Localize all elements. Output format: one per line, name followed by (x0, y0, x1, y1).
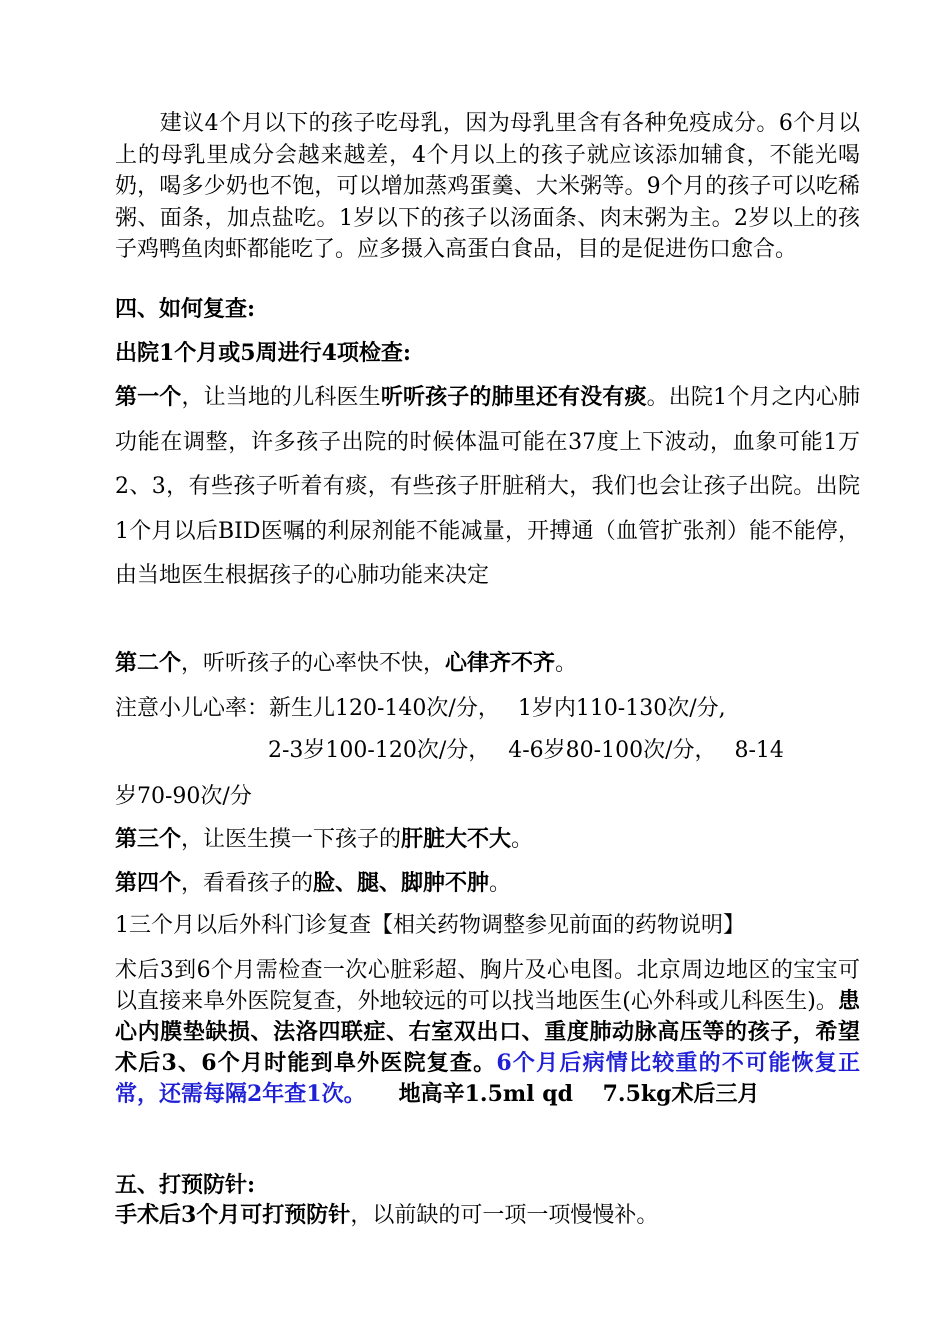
check-2-paragraph: 第二个，听听孩子的心率快不快，心律齐不齐。 (115, 650, 578, 676)
check-3-paragraph: 第三个，让医生摸一下孩子的肝脏大不大。 (115, 826, 534, 852)
check-1-paragraph: 第一个，让当地的儿科医生听听孩子的肺里还有没有痰。出院1个月之内心肺功能在调整，许多孩子出院的时候体温可能在37度上下波动，血象可能1万2、3，有些孩子听着有痰，有些孩子肝脏稍大，我们也会让孩子出院。出院1个月以后BID医嘱的利尿剂能不能减量，开搏通（血管扩张剂）能不能停，由当地医生根据孩子的心肺功能来决定 (115, 384, 860, 588)
diet-paragraph: 建议4个月以下的孩子吃母乳，因为母乳里含有各种免疫成分。6个月以上的母乳里成分会越来越差，4个月以上的孩子就应该添加辅食，不能光喝奶，喝多少奶也不饱，可以增加蒸鸡蛋羹、大米粥等。9个月的孩子可以吃稀粥、面条，加点盐吃。1岁以下的孩子以汤面条、肉末粥为主。2岁以上的孩子鸡鸭鱼肉虾都能吃了。应多摄入高蛋白食品，目的是促进伤口愈合。 (115, 111, 860, 262)
follow-up-bold: 患心内膜垫缺损、法洛四联症、右室双出口、重度肺动脉高压等的孩子，希望术后3、6个月时能到阜外医院复查。 (115, 988, 860, 1076)
check-1-bold: 听听孩子的肺里还有没有痰 (380, 384, 647, 410)
follow-up-paragraph: 术后3到6个月需检查一次心脏彩超、胸片及心电图。北京周边地区的宝宝可以直接来阜外医院复查，外地较远的可以找当地医生(心外科或儿科医生)。患心内膜垫缺损、法洛四联症、右室双出口、重度肺动脉高压等的孩子，希望术后3、6个月时能到阜外医院复查。6个月后病情比较重的不可能恢复正常，还需每隔2年查1次。 地高辛1.5ml qd 7.5kg术后三月 (115, 958, 860, 1107)
vaccination-paragraph: 手术后3个月可打预防针，以前缺的可一项一项慢慢补。 (115, 1202, 659, 1228)
section-5-heading: 五、打预防针: (115, 1172, 256, 1198)
section-4-subheading: 出院1个月或5周进行4项检查: (115, 340, 412, 366)
digoxin-note: 地高辛1.5ml qd 7.5kg术后三月 (354, 1081, 760, 1107)
heart-rate-line-1: 注意小儿心率：新生儿120-140次/分， 1岁内110-130次/分, (115, 696, 726, 721)
heart-rate-line-3: 岁70-90次/分 (115, 784, 252, 809)
check-1-lead: 第一个 (115, 384, 182, 410)
section-4-heading: 四、如何复查: (115, 296, 256, 322)
check-4-paragraph: 第四个，看看孩子的脸、腿、脚肿不肿。 (115, 870, 512, 896)
follow-up-blue: 6个月后病情比较重的不可能恢复正常，还需每隔2年查1次。 (115, 1050, 860, 1107)
three-month-checkup: 1三个月以后外科门诊复查【相关药物调整参见前面的药物说明】 (115, 913, 745, 938)
heart-rate-line-2: 2-3岁100-120次/分， 4-6岁80-100次/分， 8-14 (268, 738, 784, 763)
